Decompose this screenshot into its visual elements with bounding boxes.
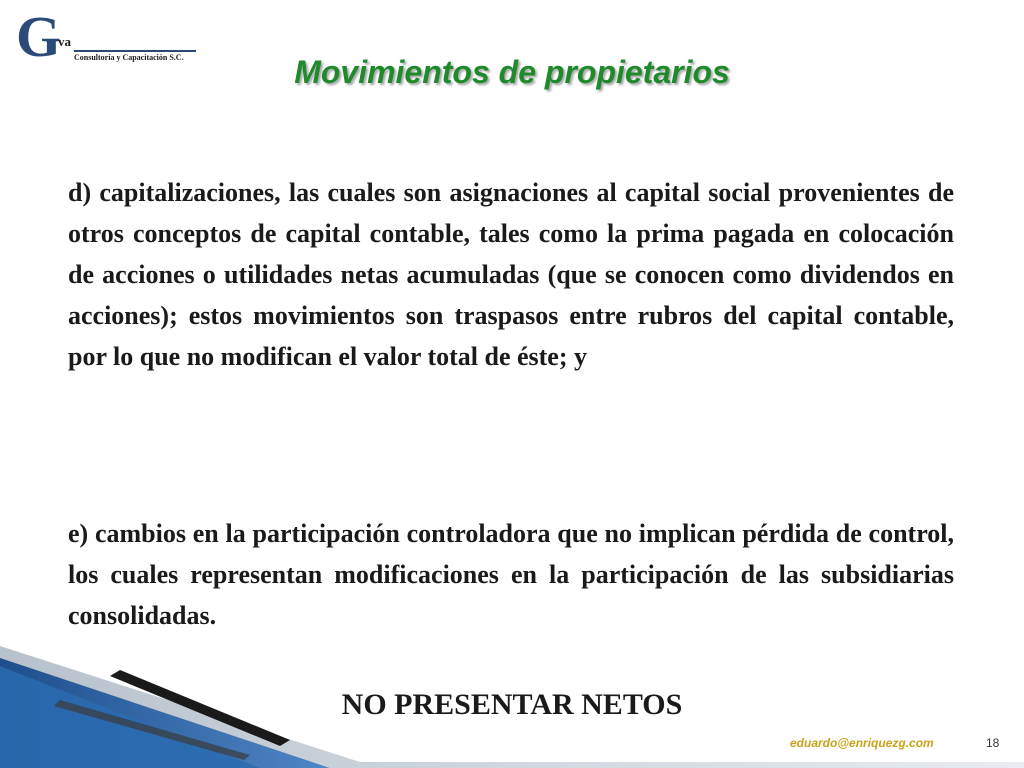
slide-title: Movimientos de propietarios xyxy=(294,54,730,90)
page-number: 18 xyxy=(986,736,1000,750)
logo-suffix: va xyxy=(58,34,71,49)
paragraph-e: e) cambios en la participación controladora que no implican pérdida de control, los cuales representan modificaciones en la participación de las subsidiarias consolidadas. xyxy=(68,519,954,630)
logo-divider xyxy=(74,50,196,52)
logo-letter: G xyxy=(16,4,62,69)
logo-company-name: Consultoría y Capacitación S.C. xyxy=(74,53,184,62)
footer-email-link[interactable]: eduardo@enriquezg.com xyxy=(790,736,934,750)
paragraph-d: d) capitalizaciones, las cuales son asignaciones al capital social provenientes de otros conceptos de capital contable, tales como la prima pagada en colocación de acciones o utilidades netas acumuladas (que se conocen como dividendos en acciones); estos movimientos son traspasos entre rubros del capital contable, por lo que no modifican el valor total de éste; y xyxy=(68,178,954,371)
highlight-note: NO PRESENTAR NETOS xyxy=(341,688,683,721)
